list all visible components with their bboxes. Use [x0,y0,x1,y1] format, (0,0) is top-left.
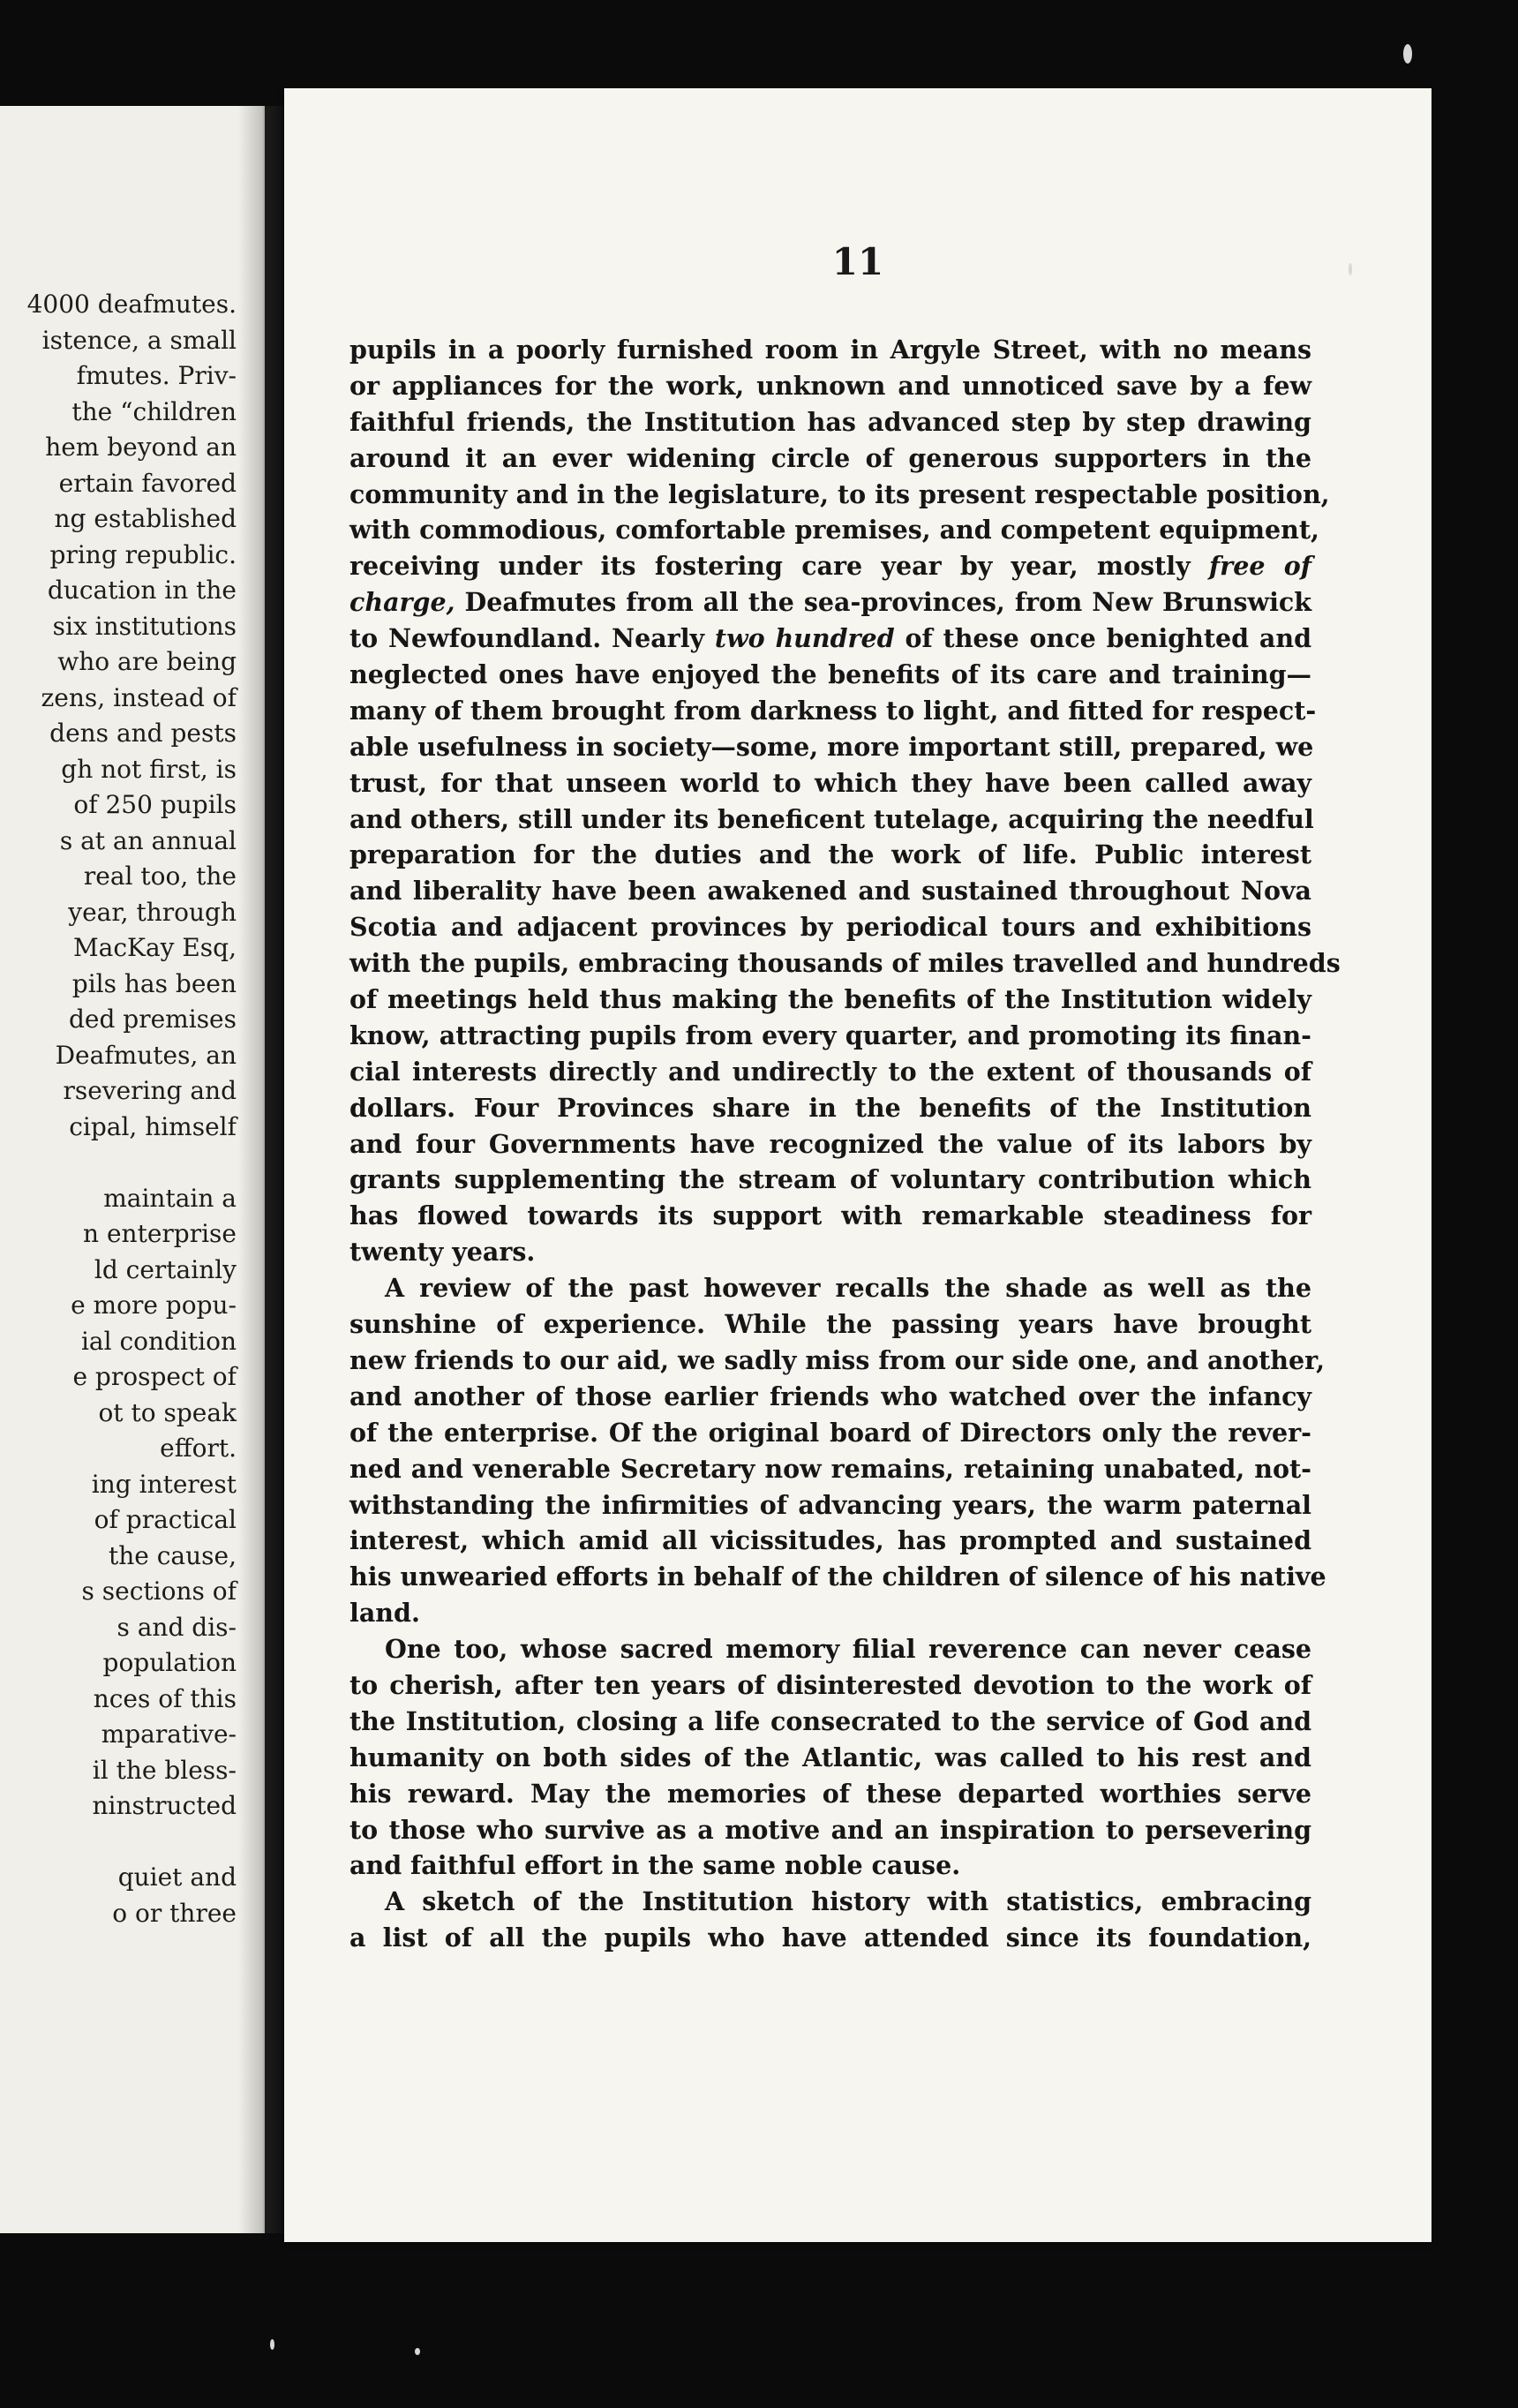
fragment-line: dens and pests [49,719,237,748]
fragment-line: real too, the [83,862,237,891]
scan-speck [415,2348,420,2355]
text-line: and liberality have been awakened and sustained throughout Nova [349,876,1311,907]
text-line: interest, which amid all vicissitudes, has prompted and sustained [349,1525,1311,1556]
book-gutter [238,106,291,2233]
text-line: sunshine of experience. While the passing years have brought [349,1309,1311,1340]
text-line: cial interests directly and undirectly to the extent of thousands of [349,1056,1311,1087]
text-line: of meetings held thus making the benefits of the Institution widely [349,984,1311,1015]
fragment-line: e more popu- [71,1291,237,1320]
fragment-line: zens, instead of [41,682,237,712]
fragment-line: the “children [71,396,237,426]
text-line: with the pupils, embracing thousands of miles travelled and hundreds [349,948,1341,979]
text-line: withstanding the infirmities of advancing years, the warm paternal [349,1489,1311,1520]
text-line: grants supplementing the stream of voluntary contribution which [349,1164,1311,1195]
text-line: community and in the legislature, to its present respectable position, [349,478,1330,509]
fragment-line: o or three [112,1898,237,1928]
fragment-line: gh not first, is [61,754,237,784]
scan-speck [1403,44,1412,64]
text-line: to Newfoundland. Nearly two hundred of these once benighted and [349,623,1312,654]
fragment-line: ing interest [91,1469,237,1499]
fragment-line: quiet and [117,1862,237,1892]
previous-page-fragment [0,106,265,2233]
text-line: to those who survive as a motive and an inspiration to persevering [349,1814,1311,1845]
text-line: faithful friends, the Institution has advanced step by step drawing [349,406,1311,437]
text-line: trust, for that unseen world to which they have been called away [349,767,1311,798]
current-page [284,88,1432,2242]
text-line: many of them brought from darkness to light, and fitted for respect- [349,695,1317,726]
fragment-line: ded premises [68,1005,237,1034]
text-line: has flowed towards its support with remarkable steadiness for [349,1200,1311,1231]
text-line: his unwearied efforts in behalf of the children of silence of his native [349,1561,1326,1592]
fragment-line: ertain favored [58,468,237,498]
fragment-line: pring republic. [49,539,237,569]
text-line: One too, whose sacred memory filial reverence can never cease [385,1634,1311,1665]
text-line: preparation for the duties and the work of life. Public interest [349,839,1311,870]
fragment-line: population [102,1648,237,1677]
paragraph-gap [0,1145,237,1181]
fragment-line: MacKay Esq, [72,933,237,962]
text-line: Scotia and adjacent provinces by periodical tours and exhibitions [349,912,1311,943]
text-line: and others, still under its beneficent tutelage, acquiring the needful [349,803,1314,834]
fragment-line: maintain a [103,1183,237,1213]
fragment-line: ninstructed [92,1791,237,1820]
text-line: to cherish, after ten years of disinterested devotion to the work of [349,1669,1311,1700]
page-number: 11 [831,240,884,283]
fragment-line: mparative- [101,1719,237,1749]
text-line: pupils in a poorly furnished room in Argyle Street, with no means [349,335,1311,365]
text-line: and four Governments have recognized the value of its labors by [349,1128,1311,1159]
text-line: charge, Deafmutes from all the sea-provinces, from New Brunswick [349,587,1311,618]
text-line: A review of the past however recalls the shade as well as the [385,1273,1311,1304]
fragment-line: ot to speak [98,1397,237,1427]
fragment-line: six institutions [52,611,237,641]
fragment-line: ducation in the [47,576,237,605]
fragment-line: n enterprise [83,1219,237,1248]
text-line: twenty years. [349,1237,536,1268]
fragment-line: of practical [94,1505,237,1534]
text-line: and another of those earlier friends who watched over the infancy [349,1381,1311,1411]
fragment-line: e prospect of [72,1362,237,1391]
text-line: or appliances for the work, unknown and unnoticed save by a few [349,370,1311,401]
fragment-line: ng established [54,504,237,533]
fragment-line: rsevering and [63,1076,237,1105]
fragment-line: pils has been [71,968,237,998]
text-line: new friends to our aid, we sadly miss from our side one, and another, [349,1344,1326,1375]
text-line: know, attracting pupils from every quarter, and promoting its finan- [349,1020,1311,1050]
text-line: with commodious, comfortable premises, and competent equipment, [349,515,1319,546]
fragment-line: hem beyond an [45,433,237,462]
fragment-line: nces of this [93,1683,237,1713]
text-line: his reward. May the memories of these departed worthies serve [349,1778,1311,1809]
fragment-line: il the bless- [92,1755,237,1785]
text-line: land. [349,1598,420,1629]
text-line: humanity on both sides of the Atlantic, was called to his rest and [349,1742,1311,1772]
text-line: ned and venerable Secretary now remains, retaining unabated, not- [349,1453,1311,1484]
fragment-line: of 250 pupils [73,790,237,819]
text-line: a list of all the pupils who have attended since its foundation, [349,1923,1311,1953]
fragment-line: istence, a small [41,325,237,355]
text-line: around it an ever widening circle of generous supporters in the [349,442,1311,473]
fragment-line: cipal, himself [69,1111,237,1141]
text-line: and faithful effort in the same noble cause. [349,1850,961,1881]
fragment-line: year, through [68,897,237,927]
text-line: able usefulness in society—some, more important still, prepared, we [349,731,1314,762]
fragment-line: Deafmutes, an [55,1040,237,1070]
previous-page-text [0,287,237,1931]
page-body-text [349,332,1341,1956]
scan-speck [1349,263,1352,275]
fragment-line: fmutes. Priv- [76,361,237,390]
fragment-line: s at an annual [59,825,237,855]
fragment-line: s and dis- [116,1612,237,1642]
fragment-line: ial condition [80,1326,237,1356]
fragment-line: 4000 deafmutes. [26,290,237,319]
fragment-line: who are being [57,647,237,676]
fragment-line: ld certainly [94,1254,237,1284]
fragment-line: effort. [160,1434,237,1463]
fragment-line: s sections of [81,1576,237,1606]
text-line: A sketch of the Institution history with statistics, embracing [385,1886,1311,1917]
text-line: the Institution, closing a life consecrated to the service of God and [349,1705,1311,1736]
text-line: receiving under its fostering care year by year, mostly free of [349,551,1311,582]
text-line: neglected ones have enjoyed the benefits of its care and training— [349,659,1311,690]
scan-speck [270,2339,274,2350]
text-line: dollars. Four Provinces share in the benefits of the Institution [349,1092,1311,1123]
paragraph-gap [0,1825,237,1861]
fragment-line: the cause, [108,1540,237,1570]
text-line: of the enterprise. Of the original board of Directors only the rever- [349,1417,1311,1448]
